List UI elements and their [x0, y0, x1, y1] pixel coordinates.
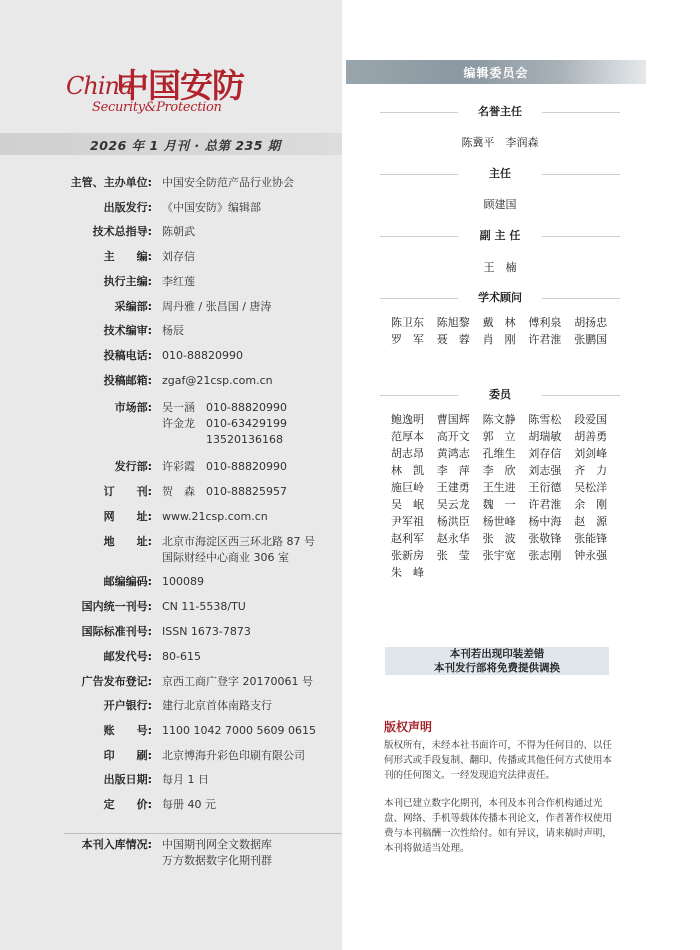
info-label: 国内统一刊号: — [81, 600, 152, 613]
member-name: 黄鸿志 — [436, 447, 470, 460]
divider — [64, 833, 342, 834]
member-name: 张 莹 — [436, 549, 470, 562]
member-name: 赵 源 — [574, 515, 608, 528]
copyright-paragraph: 版权所有，未经本社书面许可，不得为任何目的、以任何形式或手段复制、翻印、传播或其他任何方式使用本刊的任何图文。一经发现追究法律责任。 — [384, 740, 612, 781]
member-name: 李 萍 — [436, 464, 470, 477]
member-name: 施巨岭 — [391, 481, 424, 494]
section-label: 副 主 任 — [479, 229, 521, 242]
advisor-name: 许君淮 — [528, 333, 562, 346]
member-name: 赵永华 — [436, 532, 470, 545]
member-name: 王建勇 — [436, 481, 470, 494]
member-name: 钟永强 — [574, 549, 608, 562]
member-name: 余 刚 — [574, 498, 608, 511]
advisor-name: 傅利泉 — [528, 316, 562, 329]
info-label: 出版发行: — [103, 201, 152, 214]
info-label: 订 刊: — [103, 485, 152, 498]
info-label: 广告发布登记: — [81, 675, 152, 688]
info-value: 杨辰 — [162, 324, 184, 337]
info-value: 许彩霞 010-88820990 — [162, 460, 287, 473]
advisor-name: 胡扬忠 — [574, 316, 608, 329]
member-name: 王生进 — [482, 481, 516, 494]
issue-number: 2026 年 1 月刊 · 总第 235 期 — [90, 138, 281, 153]
notice-line: 本刊发行部将免费提供调换 — [434, 662, 560, 674]
logo-chinese: 中国安防 — [116, 66, 244, 105]
copyright-title: 版权声明 — [384, 720, 433, 734]
member-name: 张志刚 — [528, 549, 562, 562]
info-label: 网 址: — [103, 510, 152, 523]
info-value: CN 11-5538/TU — [162, 600, 246, 613]
member-name: 胡善勇 — [574, 430, 608, 443]
divider — [542, 174, 620, 175]
info-value: 每册 40 元 — [162, 798, 216, 811]
info-label: 地 址: — [103, 535, 152, 548]
member-name: 杨中海 — [528, 515, 562, 528]
masthead-panel — [0, 0, 342, 950]
advisor-name: 张鹏国 — [574, 333, 608, 346]
member-name: 吴松洋 — [574, 481, 608, 494]
member-name: 胡志昂 — [391, 447, 424, 460]
info-label: 邮发代号: — [103, 650, 152, 663]
info-label: 主 编: — [103, 250, 152, 263]
divider — [542, 236, 620, 237]
advisor-name: 聂 蓉 — [436, 333, 470, 346]
info-value: zgaf@21csp.com.cn — [162, 374, 273, 387]
info-label: 国际标准刊号: — [81, 625, 152, 638]
divider — [542, 112, 620, 113]
member-name: 陈雪松 — [528, 413, 562, 426]
member-name: 李 欣 — [482, 464, 516, 477]
member-name: 张新房 — [391, 549, 424, 562]
info-value: 京西工商广登字 20170061 号 — [162, 675, 313, 688]
info-label: 本刊入库情况: — [81, 838, 152, 851]
advisor-name: 肖 刚 — [482, 333, 516, 346]
info-value: 010-88820990 — [162, 349, 243, 362]
info-value: 北京市海淀区西三环北路 87 号 国际财经中心商业 306 室 — [162, 535, 315, 564]
info-value: 吴一涵 010-88820990 许金龙 010-63429199 13520136168 — [162, 401, 287, 446]
divider — [542, 298, 620, 299]
info-value: 北京博海升彩色印刷有限公司 — [162, 749, 305, 762]
section-members — [380, 388, 620, 402]
member-name: 齐 力 — [574, 464, 608, 477]
member-name: 赵利军 — [391, 532, 424, 545]
section-label: 委员 — [489, 388, 511, 401]
member-name: 范厚本 — [391, 430, 424, 443]
logo-english-bottom: Security&Protection — [92, 100, 222, 115]
section-label: 名誉主任 — [478, 105, 522, 118]
member-name: 杨洪臣 — [436, 515, 470, 528]
info-value: 100089 — [162, 575, 204, 588]
member-name: 刘剑峰 — [574, 447, 608, 460]
info-label: 定 价: — [103, 798, 152, 811]
honorary-heads: 陈冀平 李润森 — [461, 136, 539, 149]
info-label: 发行部: — [114, 460, 152, 473]
advisor-name: 陈旭黎 — [436, 316, 470, 329]
info-label: 邮编编码: — [103, 575, 152, 588]
info-label: 采编部: — [114, 300, 152, 313]
info-value: 1100 1042 7000 5609 0615 — [162, 724, 316, 737]
member-name: 魏 一 — [482, 498, 516, 511]
members-list — [391, 411, 621, 581]
member-name: 张敬锋 — [528, 532, 562, 545]
info-label: 投稿邮箱: — [103, 374, 152, 387]
member-name: 孔维生 — [482, 447, 516, 460]
info-value: 陈朝武 — [162, 225, 195, 238]
vice-director-name: 王 楠 — [483, 261, 517, 274]
printing-error-notice — [385, 647, 609, 675]
notice-line: 本刊若出现印装差错 — [449, 648, 545, 660]
section-label: 主任 — [489, 167, 511, 180]
member-name: 胡瑞敏 — [528, 430, 562, 443]
member-name: 尹军祖 — [391, 515, 424, 528]
section-honorary-head — [380, 105, 620, 119]
magazine-logo — [66, 66, 296, 122]
info-label: 开户银行: — [103, 699, 152, 712]
info-label: 印 刷: — [103, 749, 152, 762]
info-label: 技术总指导: — [92, 225, 152, 238]
editorial-board-title: 编辑委员会 — [463, 66, 529, 80]
info-value: 建行北京首体南路支行 — [162, 699, 272, 712]
info-value: 中国安全防范产品行业协会 — [162, 176, 294, 189]
member-name: 张宇宽 — [482, 549, 516, 562]
logo-english-top: China — [66, 72, 133, 100]
info-value: ISSN 1673-7873 — [162, 625, 251, 638]
info-label: 投稿电话: — [103, 349, 152, 362]
member-name: 杨世峰 — [482, 515, 516, 528]
digital-rights-paragraph: 本刊已建立数字化期刊，本刊及本刊合作机构通过光盘、网络、手机等载体传播本刊论文，作者著作权使用费与本刊稿酬一次性给付。如有异议，请来稿时声明，本刊将做适当处理。 — [384, 798, 612, 854]
info-value: www.21csp.com.cn — [162, 510, 268, 523]
section-vice-director — [380, 229, 620, 243]
advisors-list — [391, 314, 621, 348]
info-label: 市场部: — [114, 401, 152, 414]
info-label: 技术编审: — [103, 324, 152, 337]
member-name: 段爱国 — [574, 413, 608, 426]
director-name: 顾建国 — [483, 198, 517, 211]
info-value: 80-615 — [162, 650, 201, 663]
member-name: 王衍德 — [528, 481, 562, 494]
member-name: 张 波 — [482, 532, 516, 545]
member-name: 林 凯 — [391, 464, 424, 477]
divider — [542, 395, 620, 396]
section-advisors — [380, 291, 620, 305]
member-name: 陈文静 — [482, 413, 516, 426]
member-name: 高开文 — [436, 430, 470, 443]
member-name: 鲍逸明 — [391, 413, 424, 426]
member-name: 吴 岷 — [391, 498, 424, 511]
advisor-name: 戴 林 — [482, 316, 516, 329]
advisor-name: 陈卫东 — [391, 316, 424, 329]
section-director — [380, 167, 620, 181]
info-label: 主管、主办单位: — [70, 176, 152, 189]
info-value: 刘存信 — [162, 250, 195, 263]
info-value: 《中国安防》编辑部 — [162, 201, 261, 214]
info-value: 每月 1 日 — [162, 773, 209, 786]
member-name: 郭 立 — [482, 430, 516, 443]
info-value: 中国期刊网全文数据库 万方数据数字化期刊群 — [162, 838, 272, 867]
member-name: 吴云龙 — [436, 498, 470, 511]
member-name: 曹国辉 — [436, 413, 470, 426]
section-label: 学术顾问 — [478, 291, 522, 304]
advisor-name: 罗 军 — [391, 333, 424, 346]
info-value: 贺 森 010-88825957 — [162, 485, 287, 498]
member-name: 刘存信 — [528, 447, 562, 460]
member-name: 许君淮 — [528, 498, 562, 511]
member-name: 张能锋 — [574, 532, 608, 545]
member-name: 刘志强 — [528, 464, 562, 477]
info-label: 账 号: — [103, 724, 152, 737]
info-label: 执行主编: — [103, 275, 152, 288]
member-name: 朱 峰 — [391, 566, 424, 579]
info-value: 周丹雅 / 张昌国 / 唐涛 — [162, 300, 272, 313]
info-value: 李红莲 — [162, 275, 195, 288]
info-label: 出版日期: — [103, 773, 152, 786]
